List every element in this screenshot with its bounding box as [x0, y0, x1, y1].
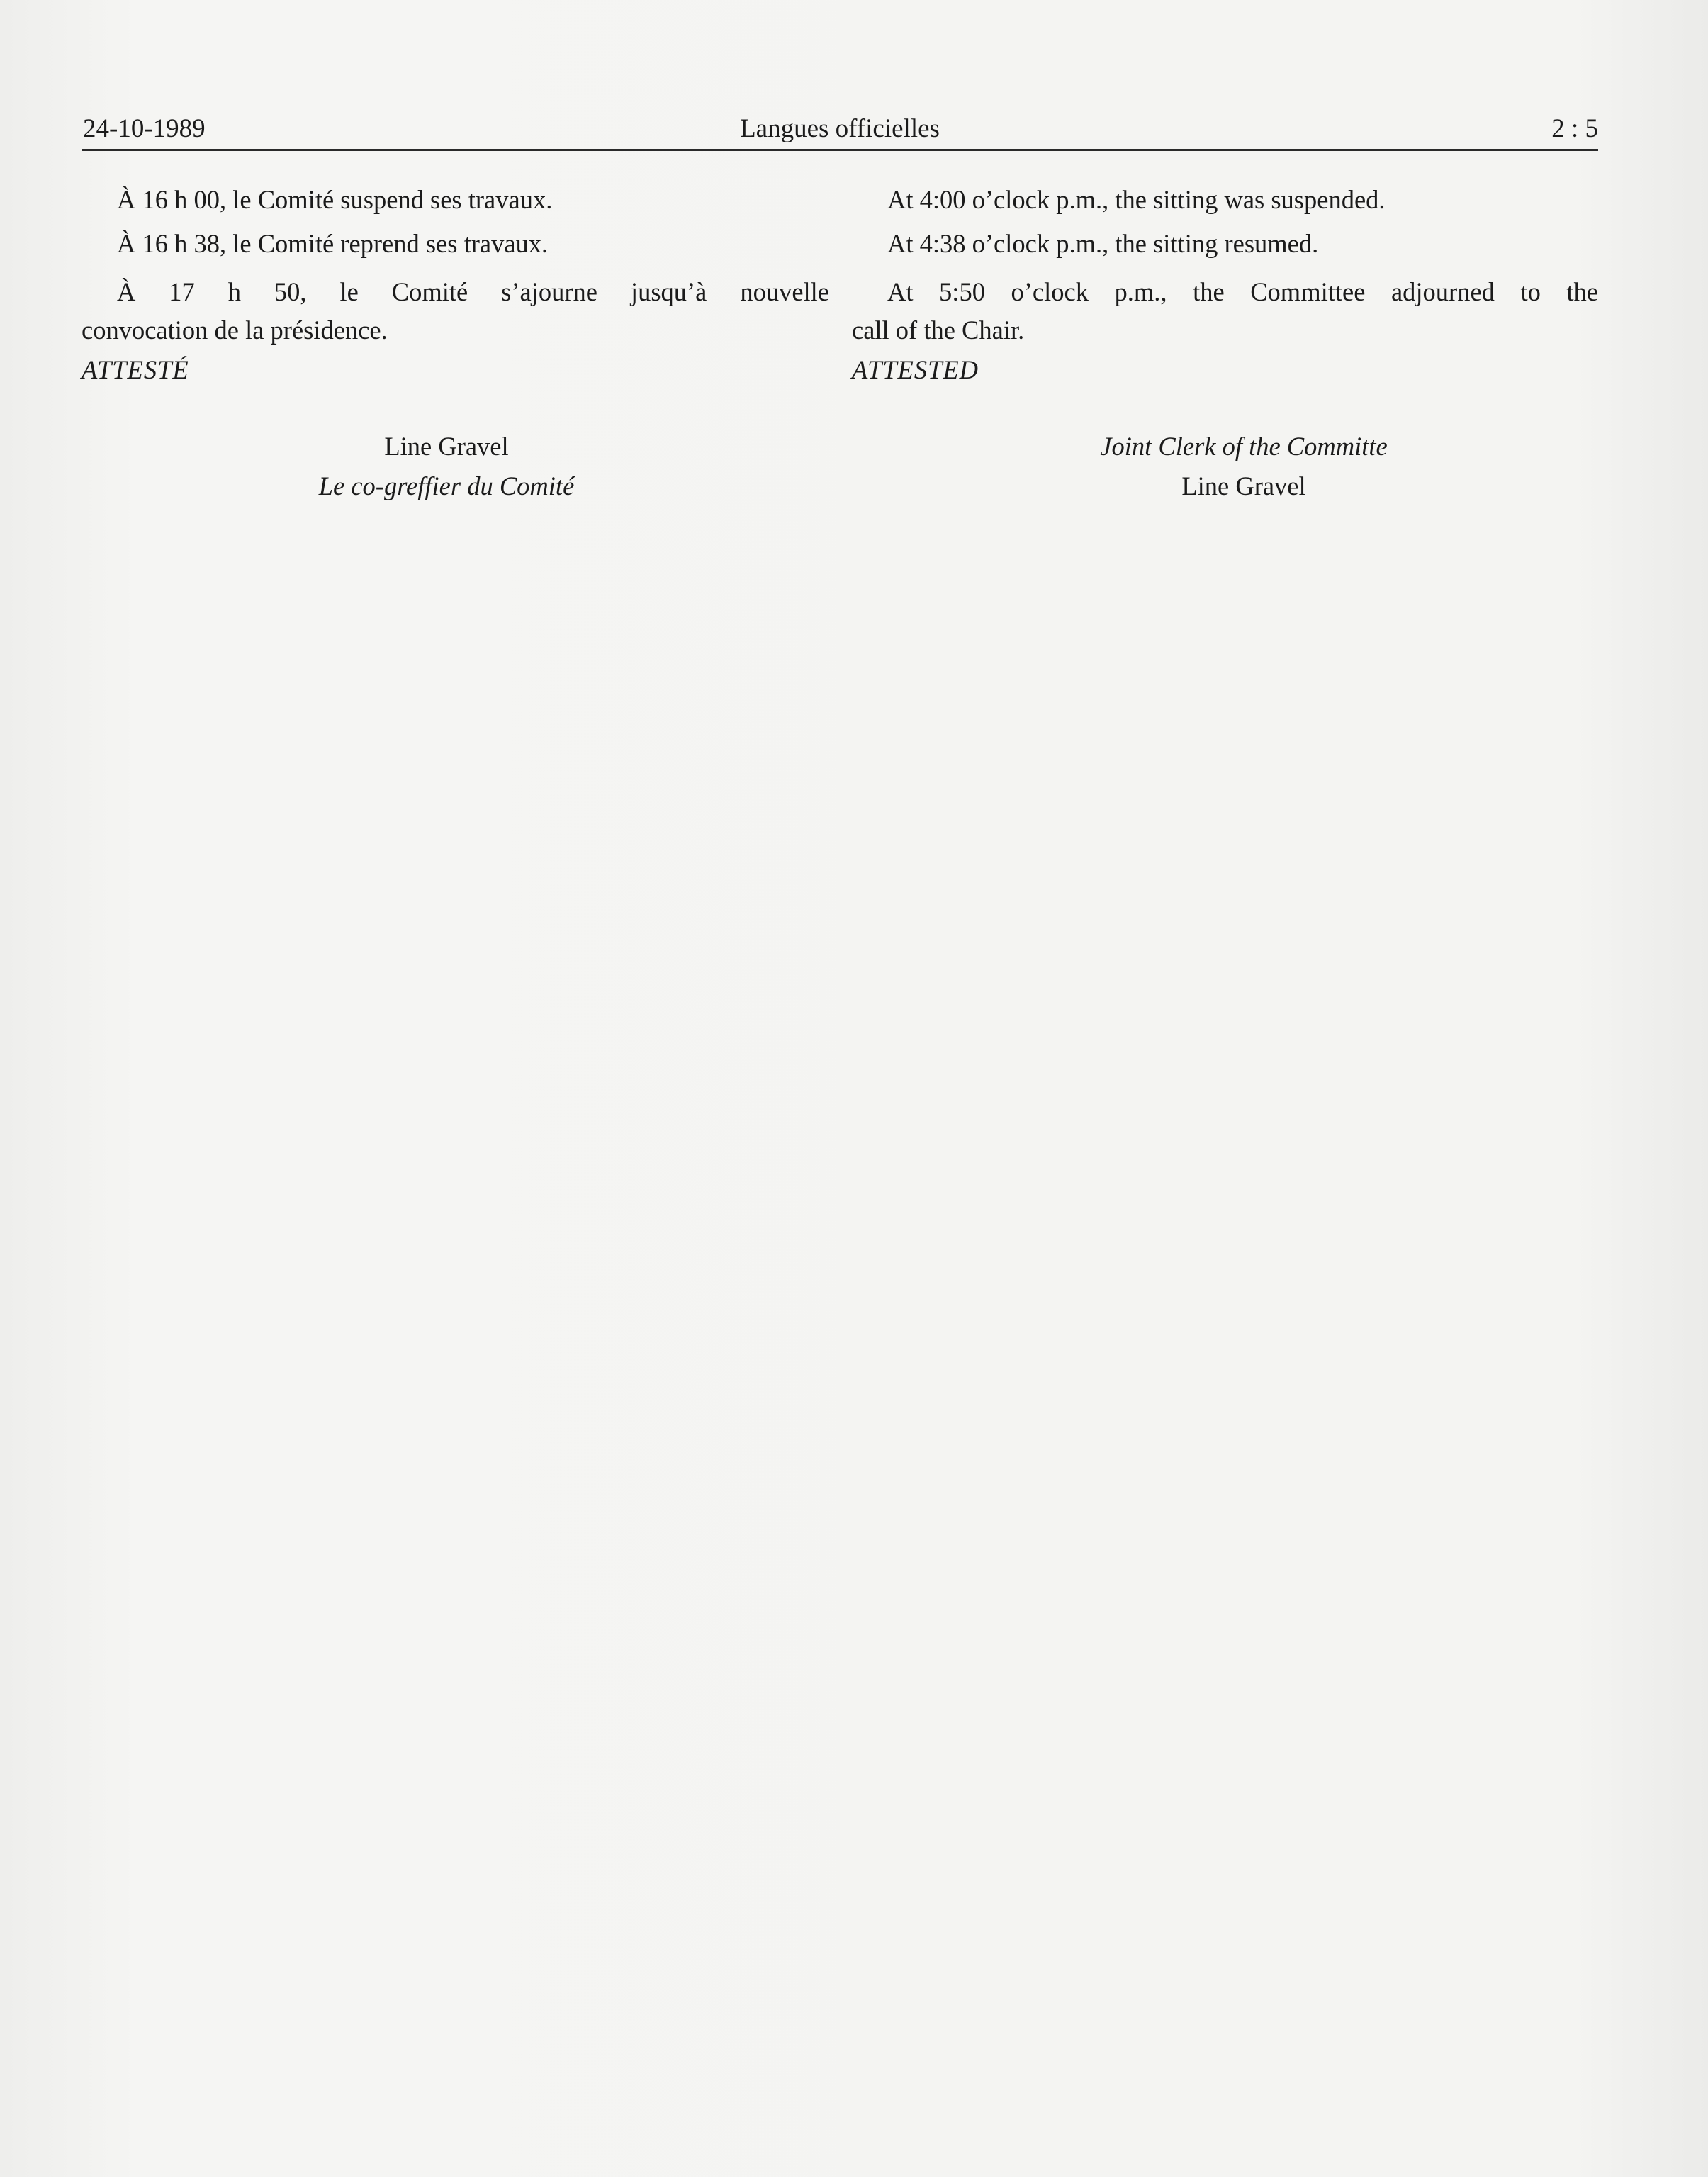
english-adjourn-line-1: At 5:50 o’clock p.m., the Committee adjourned to the: [887, 277, 1598, 306]
header-date: 24-10-1989: [83, 114, 206, 143]
french-resume-text: À 16 h 38, le Comité reprend ses travaux.: [117, 229, 549, 258]
english-signature-title: Joint Clerk of the Committe: [1100, 432, 1388, 461]
french-signature-title: Le co-greffier du Comité: [318, 471, 575, 500]
french-attest-label: ATTESTÉ: [82, 355, 189, 384]
french-adjourn-line-1: À 17 h 50, le Comité s’ajourne jusqu’à nouvelle: [117, 277, 829, 306]
english-signature-block: [1031, 427, 1456, 506]
page-header: [82, 112, 1598, 151]
french-suspend-text: À 16 h 00, le Comité suspend ses travaux.: [117, 185, 553, 214]
french-signature-block: [269, 427, 624, 506]
french-signature-name: Line Gravel: [384, 432, 509, 461]
english-adjourn-line-2: call of the Chair.: [852, 315, 1025, 345]
header-page-number: 2 : 5: [1551, 114, 1598, 143]
french-adjourn-line-2: convocation de la présidence.: [82, 315, 388, 345]
french-adjourn-paragraph: [82, 273, 829, 349]
english-adjourn-paragraph: [852, 273, 1598, 349]
english-column: [852, 181, 1598, 389]
english-suspend-text: At 4:00 o’clock p.m., the sitting was suspended.: [887, 185, 1386, 214]
french-column: [82, 181, 829, 389]
english-signature-name: Line Gravel: [1181, 471, 1306, 500]
english-attest-label: ATTESTED: [852, 355, 979, 384]
header-title: Langues officielles: [740, 114, 940, 143]
english-resume-text: At 4:38 o’clock p.m., the sitting resumed.: [887, 229, 1319, 258]
